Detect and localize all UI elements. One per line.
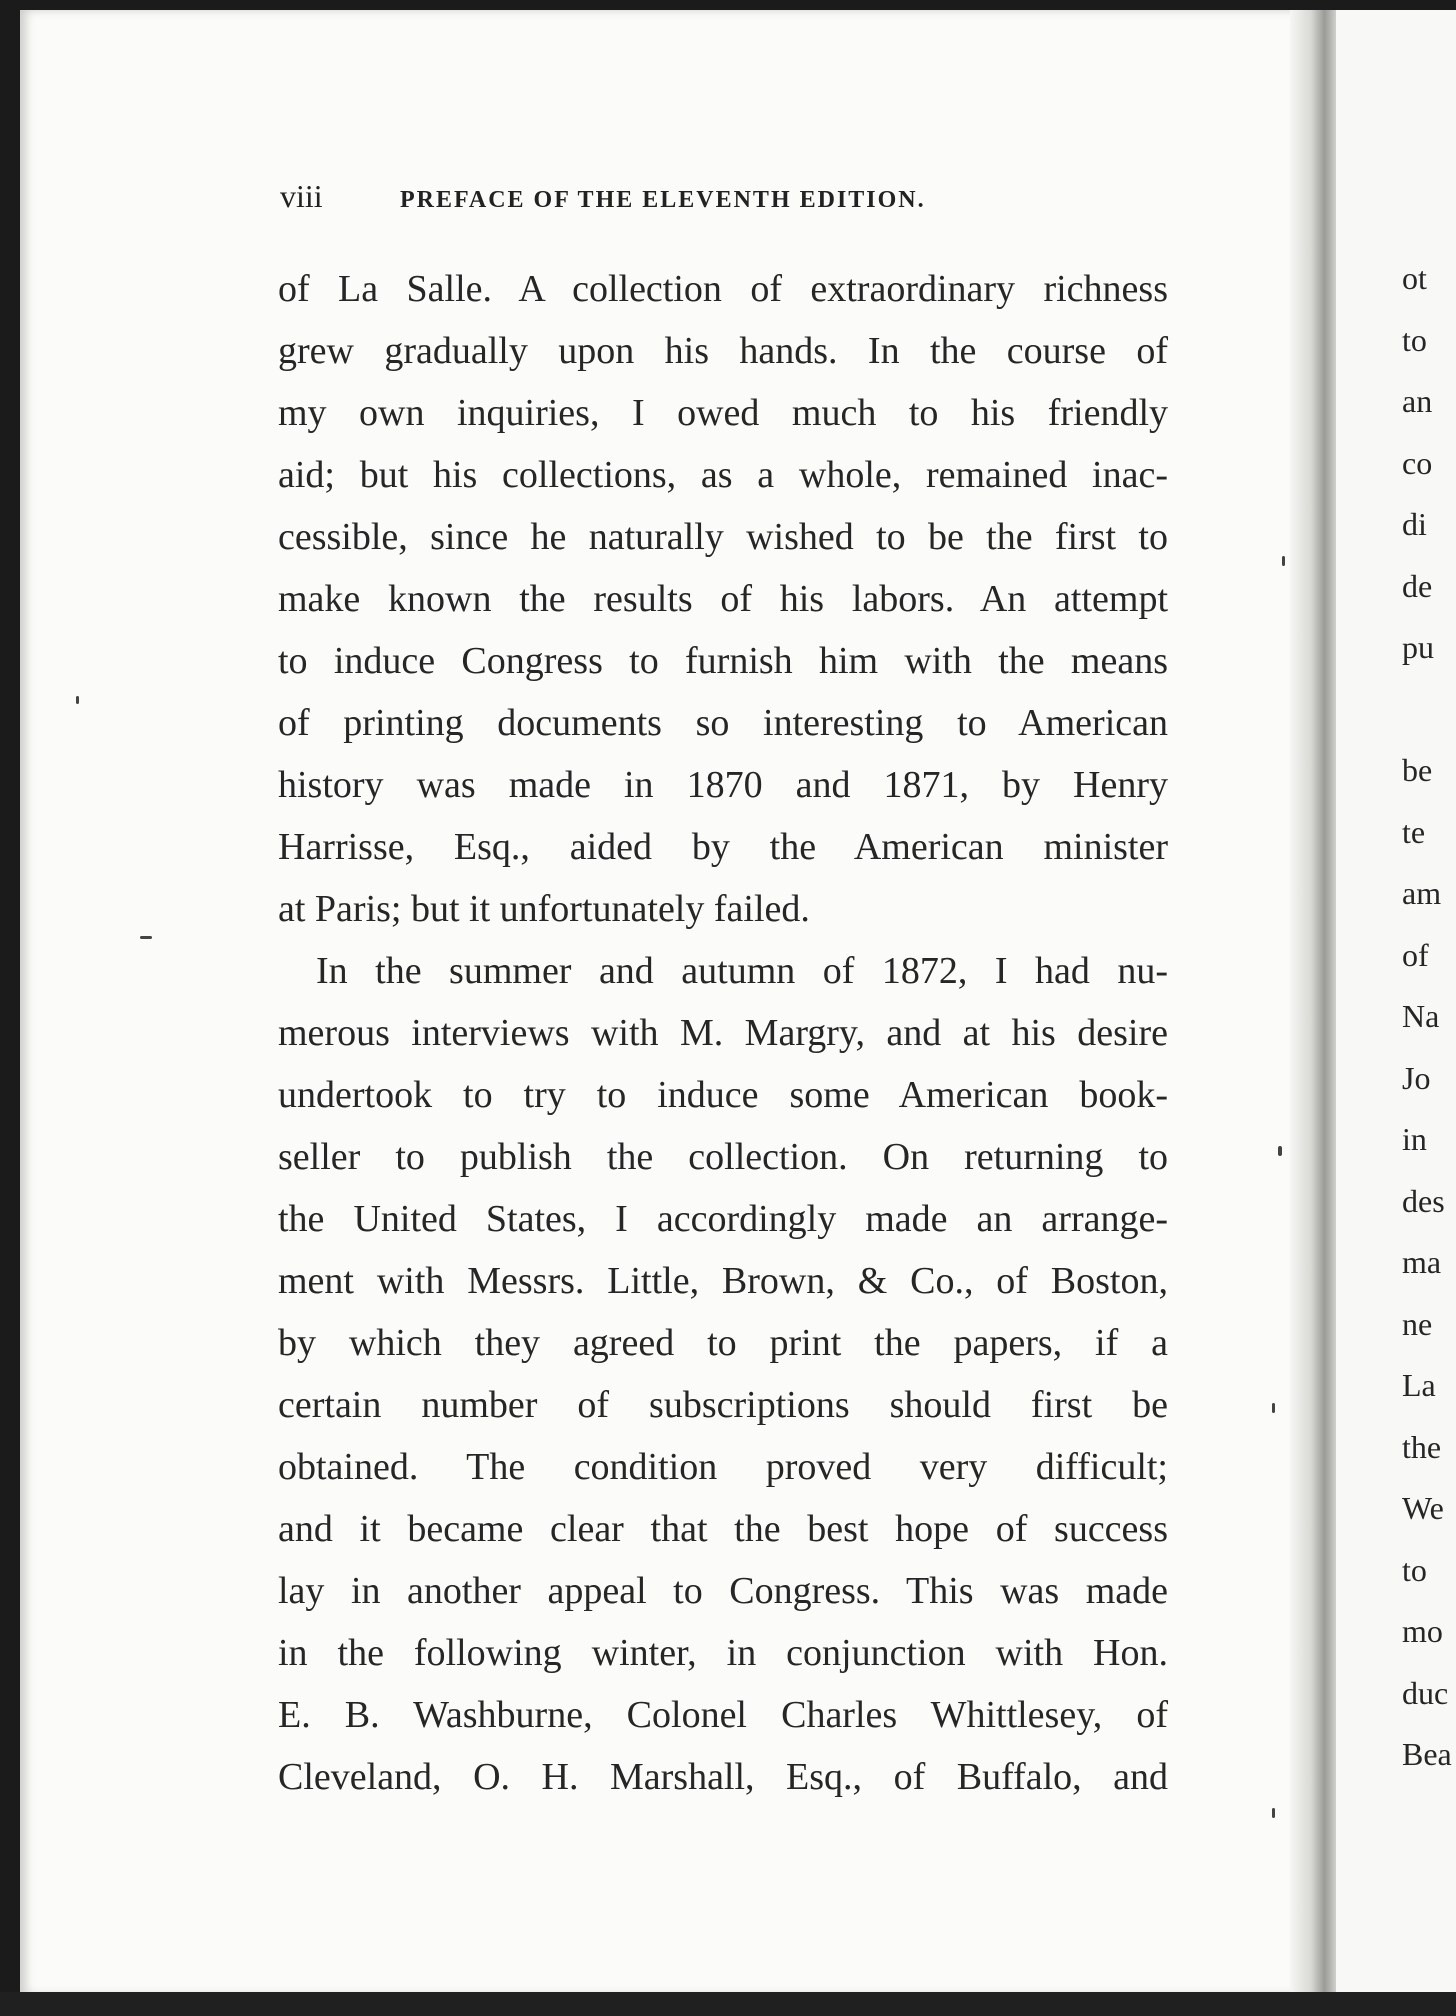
text-line: Harrisse, Esq., aided by the American minister [278, 826, 1168, 868]
right-page-fragments [1402, 248, 1456, 1786]
text-line: E. B. Washburne, Colonel Charles Whittlesey, of [278, 1694, 1168, 1736]
page-header [280, 178, 1140, 215]
text-line-paragraph-end: at Paris; but it unfortunately failed. [278, 888, 810, 930]
text-line: undertook to try to induce some American book- [278, 1074, 1168, 1116]
fragment-line: an [1402, 383, 1433, 419]
fragment-line: We [1402, 1490, 1444, 1526]
fragment-line: des [1402, 1182, 1445, 1219]
text-line: ment with Messrs. Little, Brown, & Co., of Boston, [278, 1260, 1168, 1302]
fragment-line: to [1402, 1551, 1427, 1588]
text-line: Cleveland, O. H. Marshall, Esq., of Buffalo, and [278, 1756, 1168, 1798]
fragment-line: ma [1402, 1244, 1442, 1280]
text-line: of La Salle. A collection of extraordinary richness [278, 268, 1168, 310]
text-line: certain number of subscriptions should first be [278, 1384, 1168, 1426]
fragment-line: in [1402, 1121, 1427, 1157]
book-page-left [20, 10, 1310, 1995]
fragment-line: di [1402, 506, 1427, 542]
text-line: aid; but his collections, as a whole, remained inac- [278, 454, 1168, 496]
text-line: obtained. The condition proved very difficult; [278, 1446, 1168, 1488]
scan-speck [76, 696, 79, 704]
fragment-line: Bea [1402, 1736, 1452, 1772]
scan-speck [1282, 556, 1285, 566]
fragment-line: am [1402, 875, 1442, 911]
scan-speck [140, 936, 152, 939]
text-line: merous interviews with M. Margry, and at his desire [278, 1012, 1168, 1054]
fragment-line: mo [1402, 1613, 1443, 1649]
fragment-line: be [1402, 752, 1433, 788]
fragment-line: Jo [1402, 1059, 1431, 1096]
text-line: seller to publish the collection. On returning to [278, 1136, 1168, 1178]
text-line: make known the results of his labors. An attempt [278, 578, 1168, 620]
text-line-paragraph-start: In the summer and autumn of 1872, I had nu- [316, 950, 1168, 992]
text-line: lay in another appeal to Congress. This was made [278, 1570, 1168, 1612]
fragment-line: ot [1402, 260, 1427, 296]
text-line: in the following winter, in conjunction with Hon. [278, 1632, 1168, 1674]
text-line: the United States, I accordingly made an arrange- [278, 1198, 1168, 1240]
text-line: my own inquiries, I owed much to his friendly [278, 392, 1168, 434]
scan-bottom-edge [0, 1992, 1456, 2016]
scan-speck [1278, 1146, 1282, 1156]
fragment-line: the [1402, 1428, 1442, 1465]
running-head: PREFACE OF THE ELEVENTH EDITION. [400, 187, 926, 213]
text-line: history was made in 1870 and 1871, by Henry [278, 764, 1168, 806]
fragment-line: duc [1402, 1674, 1449, 1711]
scan-speck [1272, 1808, 1275, 1818]
fragment-line: de [1402, 567, 1433, 604]
fragment-line: te [1402, 813, 1426, 850]
fragment-line [1402, 679, 1456, 741]
text-line: cessible, since he naturally wished to be the first to [278, 516, 1168, 558]
text-line: of printing documents so interesting to American [278, 702, 1168, 744]
text-line: to induce Congress to furnish him with the means [278, 640, 1168, 682]
fragment-line: La [1402, 1367, 1436, 1403]
page-gutter [1290, 10, 1336, 1995]
text-line: by which they agreed to print the papers, if a [278, 1322, 1168, 1364]
body-text [278, 258, 1168, 1808]
scan-speck [1272, 1403, 1275, 1413]
page-number: viii [280, 178, 323, 214]
fragment-line: to [1402, 321, 1427, 358]
fragment-line: of [1402, 936, 1429, 973]
text-line: grew gradually upon his hands. In the course of [278, 330, 1168, 372]
fragment-line: pu [1402, 629, 1434, 665]
fragment-line: ne [1402, 1305, 1433, 1342]
fragment-line: Na [1402, 998, 1440, 1034]
fragment-line: co [1402, 444, 1433, 481]
text-line: and it became clear that the best hope of success [278, 1508, 1168, 1550]
